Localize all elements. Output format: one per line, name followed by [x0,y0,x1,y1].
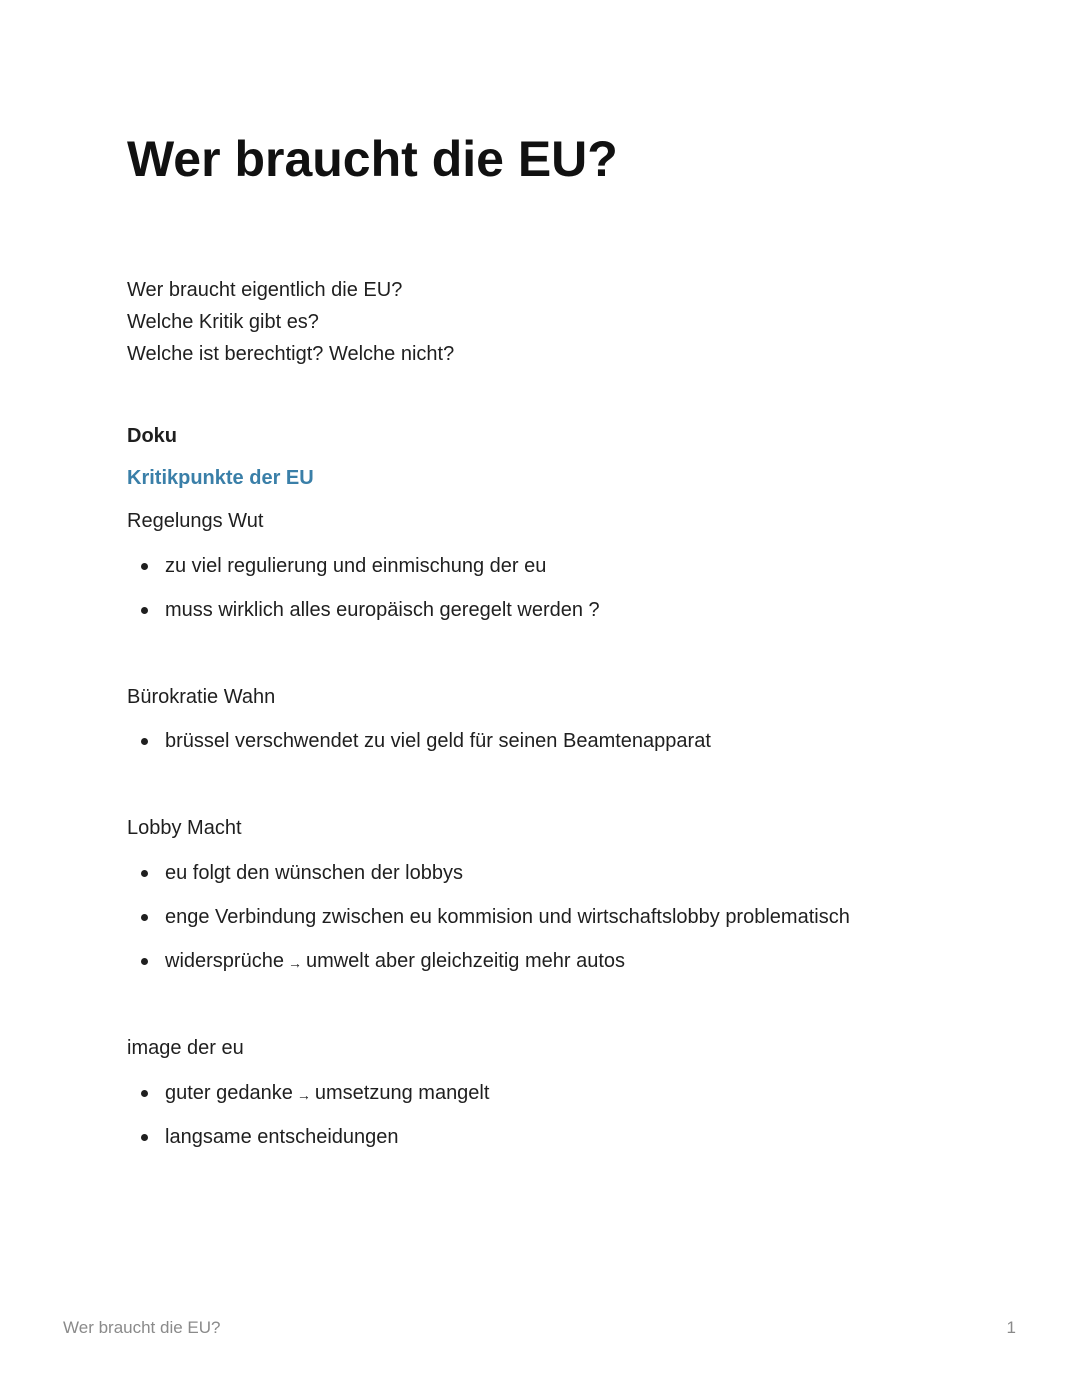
intro-line: Wer braucht eigentlich die EU? [127,279,403,301]
intro-questions [127,274,454,370]
section-heading-doku: Doku [127,425,177,447]
bullet-dot-icon [141,1090,148,1097]
group-heading-lobby-macht: Lobby Macht [127,817,242,839]
bullet-dot-icon [141,738,148,745]
footer-title: Wer braucht die EU? [63,1318,221,1337]
bullet-list-image-der-eu [127,1079,489,1167]
list-item: widersprüche → umwelt aber gleichzeitig mehr autos [127,947,850,975]
bullet-dot-icon [141,870,148,877]
list-item: muss wirklich alles europäisch geregelt werden ? [127,596,600,624]
list-item: enge Verbindung zwischen eu kommision und wirtschaftslobby problematisch [127,903,850,931]
intro-line: Welche Kritik gibt es? [127,311,319,333]
list-item: guter gedanke → umsetzung mangelt [127,1079,489,1107]
bullet-dot-icon [141,914,148,921]
list-item: langsame entscheidungen [127,1123,489,1151]
list-item: brüssel verschwendet zu viel geld für seinen Beamtenapparat [127,727,711,755]
group-heading-image-der-eu: image der eu [127,1037,244,1059]
intro-line: Welche ist berechtigt? Welche nicht? [127,343,455,365]
page-number: 1 [1006,1318,1016,1337]
bullet-dot-icon [141,563,148,570]
group-heading-buerokratie-wahn: Bürokratie Wahn [127,686,276,708]
bullet-list-buerokratie-wahn [127,727,711,771]
arrow-right-icon: → [287,954,302,971]
subheading-kritikpunkte: Kritikpunkte der EU [127,467,314,489]
bullet-dot-icon [141,1134,148,1141]
list-item: eu folgt den wünschen der lobbys [127,859,850,887]
bullet-dot-icon [141,958,148,965]
list-item: zu viel regulierung und einmischung der eu [127,552,600,580]
arrow-right-icon: → [296,1086,311,1103]
group-heading-regelungs-wut: Regelungs Wut [127,510,264,532]
page-title: Wer braucht die EU? [127,131,618,187]
bullet-list-lobby-macht [127,859,850,991]
bullet-dot-icon [141,607,148,614]
bullet-list-regelungs-wut [127,552,600,640]
